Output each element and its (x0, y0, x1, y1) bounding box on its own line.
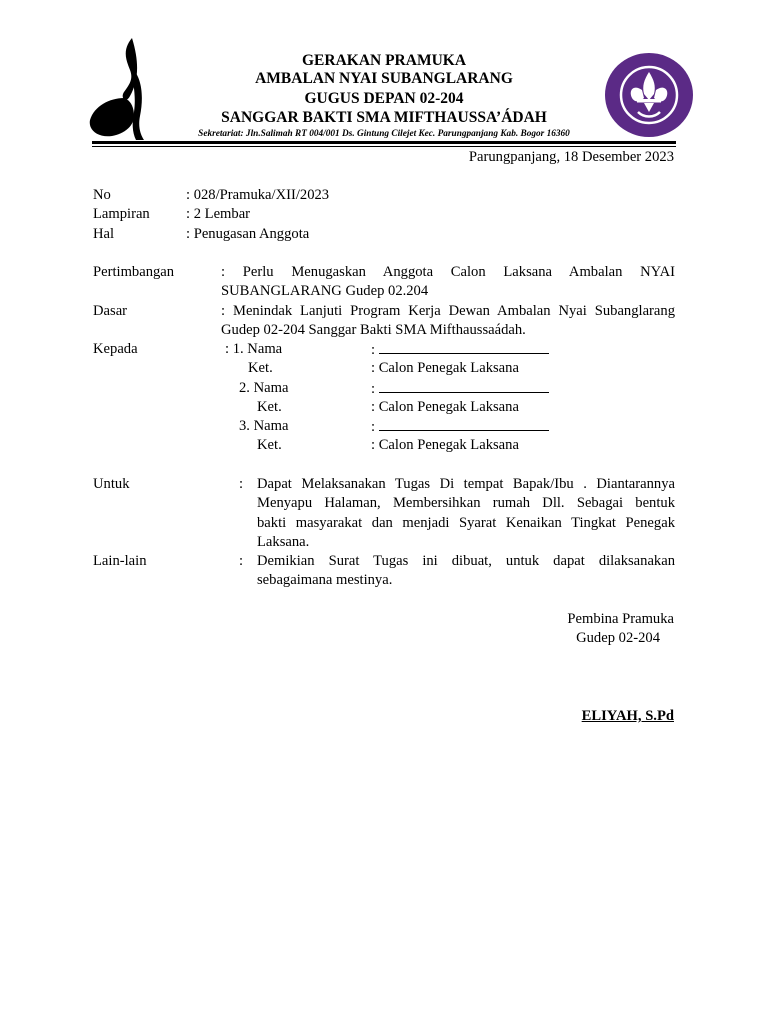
recipient-1-name-label: : 1. Nama (225, 341, 283, 357)
recipient-2-blank-line (379, 379, 549, 393)
recipient-1-colon: : (371, 342, 376, 358)
dasar-line2: Gudep 02-204 Sanggar Bakti SMA Mifthaussaádah. (221, 322, 526, 338)
lainlain-colon: : (239, 553, 244, 569)
pertimbangan-line1: : Perlu Menugaskan Anggota Calon Laksana Ambalan NYAI (221, 264, 675, 280)
kepada-label: Kepada (93, 341, 138, 357)
recipient-1-ket-value: : Calon Penegak Laksana (371, 360, 519, 376)
tunas-kelapa-icon (86, 36, 150, 142)
recipient-3-name-field (371, 417, 549, 437)
recipient-3-ket-value: : Calon Penegak Laksana (371, 437, 519, 453)
recipient-1-name-field (371, 340, 549, 360)
recipient-2-name-label: 2. Nama (239, 380, 289, 396)
secretariat-address: Sekretariat: Jln.Salimah RT 004/001 Ds. Gintung Cilejet Kec. Parungpanjang Kab. Bogor 16360 (198, 129, 570, 139)
gugus-depan: GUGUS DEPAN 02-204 (304, 90, 464, 107)
recipient-2-ket-label: Ket. (257, 399, 282, 415)
signatory-name: ELIYAH, S.Pd (581, 708, 674, 724)
ambalan-name: AMBALAN NYAI SUBANGLARANG (255, 70, 513, 87)
recipient-3-name-label: 3. Nama (239, 418, 289, 434)
recipient-3-blank-line (379, 417, 549, 431)
dasar-line1: : Menindak Lanjuti Program Kerja Dewan Ambalan Nyai Subanglarang (221, 303, 675, 319)
sanggar-name: SANGGAR BAKTI SMA MIFTHAUSSA’ÁDAH (221, 109, 547, 126)
dasar-label: Dasar (93, 303, 128, 319)
lainlain-label: Lain-lain (93, 553, 147, 569)
meta-label-lampiran: Lampiran (93, 206, 150, 222)
recipient-3-ket-label: Ket. (257, 437, 282, 453)
meta-value-no: : 028/Pramuka/XII/2023 (186, 187, 330, 203)
untuk-line3: bakti masyarakat dan menjadi Syarat Kenaikan Tingkat Penegak (257, 515, 675, 531)
untuk-colon: : (239, 476, 244, 492)
world-scout-emblem-icon (604, 52, 694, 138)
recipient-2-name-field (371, 379, 549, 399)
untuk-line1: Dapat Melaksanakan Tugas Di tempat Bapak/Ibu . Diantarannya (257, 476, 675, 492)
recipient-1-blank-line (379, 340, 549, 354)
lainlain-line2: sebagaimana mestinya. (257, 572, 393, 588)
org-name: GERAKAN PRAMUKA (301, 52, 467, 69)
header-rule-thick (92, 141, 676, 144)
meta-value-hal: : Penugasan Anggota (186, 226, 310, 242)
meta-label-no: No (93, 187, 111, 203)
pertimbangan-line2: SUBANGLARANG Gudep 02.204 (221, 283, 429, 299)
letter-date: Parungpanjang, 18 Desember 2023 (468, 149, 674, 165)
meta-label-hal: Hal (93, 226, 115, 242)
signature-title-2: Gudep 02-204 (576, 630, 660, 646)
recipient-3-colon: : (371, 419, 376, 435)
recipient-2-ket-value: : Calon Penegak Laksana (371, 399, 519, 415)
meta-value-lampiran: : 2 Lembar (186, 206, 251, 222)
pertimbangan-label: Pertimbangan (93, 264, 175, 280)
recipient-2-colon: : (371, 381, 376, 397)
untuk-line2: Menyapu Halaman, Membersihkan rumah Dll. Sebagai bentuk (257, 495, 675, 511)
signature-title-1: Pembina Pramuka (567, 611, 674, 627)
recipient-1-ket-label: Ket. (248, 360, 273, 376)
untuk-line4: Laksana. (257, 534, 310, 550)
header-rule-thin (92, 146, 676, 147)
untuk-label: Untuk (93, 476, 130, 492)
lainlain-line1: Demikian Surat Tugas ini dibuat, untuk dapat dilaksanakan (257, 553, 675, 569)
